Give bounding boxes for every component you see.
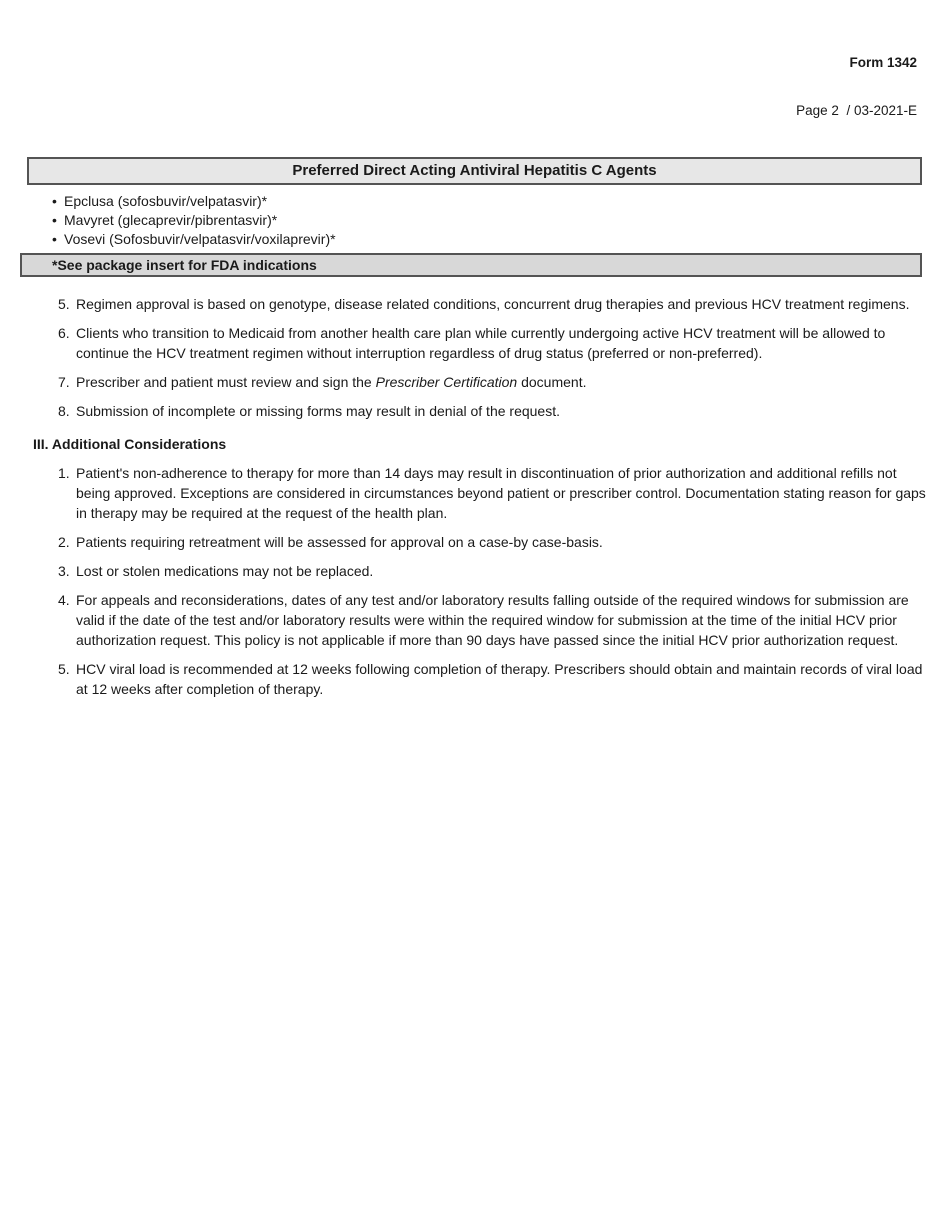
list-item xyxy=(58,323,950,363)
list-item xyxy=(58,463,950,523)
considerations-list xyxy=(0,463,950,699)
item-number: 5. xyxy=(58,661,70,677)
page-number-line: Page 2 / 03-2021-E xyxy=(796,103,917,118)
item-text-segment: Prescriber and patient must review and sign the xyxy=(76,374,376,390)
bullet-icon: • xyxy=(52,231,57,247)
item-number: 5. xyxy=(58,296,70,312)
bullet-icon: • xyxy=(52,193,57,209)
list-item xyxy=(58,561,950,581)
list-item xyxy=(58,659,950,699)
item-number: 6. xyxy=(58,325,70,341)
italic-document-name: Prescriber Certification xyxy=(375,374,518,390)
page-header xyxy=(0,0,950,151)
title-bar: Preferred Direct Acting Antiviral Hepatitis C Agents xyxy=(27,157,922,185)
list-item xyxy=(58,294,950,314)
item-text xyxy=(76,372,932,392)
item-number: 3. xyxy=(58,563,70,579)
agent-name: Vosevi (Sofosbuvir/velpatasvir/voxilaprevir)* xyxy=(64,231,336,247)
list-item xyxy=(52,192,950,211)
fda-note-bar: *See package insert for FDA indications xyxy=(20,253,922,277)
bullet-icon: • xyxy=(52,212,57,228)
item-text-segment: document. xyxy=(517,374,587,390)
item-text: Regimen approval is based on genotype, disease related conditions, concurrent drug therapies and previous HCV treatment regimens. xyxy=(76,296,910,312)
item-text: For appeals and reconsiderations, dates of any test and/or laboratory results falling outside of the required windows for submission are valid if the date of the test and/or laboratory results were within the required window for submission at the time of the initial HCV prior authorization request. This policy is not applicable if more than 90 days have passed since the initial HCV prior authorization request. xyxy=(76,592,909,648)
item-text: Submission of incomplete or missing forms may result in denial of the request. xyxy=(76,403,560,419)
preferred-agents-list xyxy=(52,192,950,249)
list-item xyxy=(52,230,950,249)
item-number: 4. xyxy=(58,592,70,608)
item-text: HCV viral load is recommended at 12 weeks following completion of therapy. Prescribers should obtain and maintain records of viral load at 12 weeks after completion of therapy. xyxy=(76,661,923,697)
item-number: 1. xyxy=(58,465,70,481)
list-item xyxy=(52,211,950,230)
list-item xyxy=(58,401,950,421)
item-text: Patients requiring retreatment will be assessed for approval on a case-by case-basis. xyxy=(76,534,603,550)
item-number: 8. xyxy=(58,403,70,419)
agent-name: Mavyret (glecaprevir/pibrentasvir)* xyxy=(64,212,278,228)
agent-name: Epclusa (sofosbuvir/velpatasvir)* xyxy=(64,193,268,209)
list-item xyxy=(58,372,950,392)
list-item xyxy=(58,590,950,650)
requirements-list xyxy=(0,294,950,421)
blank-area xyxy=(0,708,950,1230)
section-heading-additional-considerations: III. Additional Considerations xyxy=(33,436,227,452)
form-number: Form 1342 xyxy=(849,55,917,70)
list-item xyxy=(58,532,950,552)
item-number: 7. xyxy=(58,374,70,390)
item-text: Patient's non-adherence to therapy for more than 14 days may result in discontinuation of prior authorization and additional refills not being approved. Exceptions are considered in circumstances beyond patient or prescriber control. Documentation stating reason for gaps in therapy may be required at the request of the health plan. xyxy=(76,465,926,521)
item-text: Lost or stolen medications may not be replaced. xyxy=(76,563,374,579)
item-number: 2. xyxy=(58,534,70,550)
item-text: Clients who transition to Medicaid from another health care plan while currently undergoing active HCV treatment will be allowed to continue the HCV treatment regimen without interruption regardless of drug status (preferred or non-preferred). xyxy=(76,325,886,361)
